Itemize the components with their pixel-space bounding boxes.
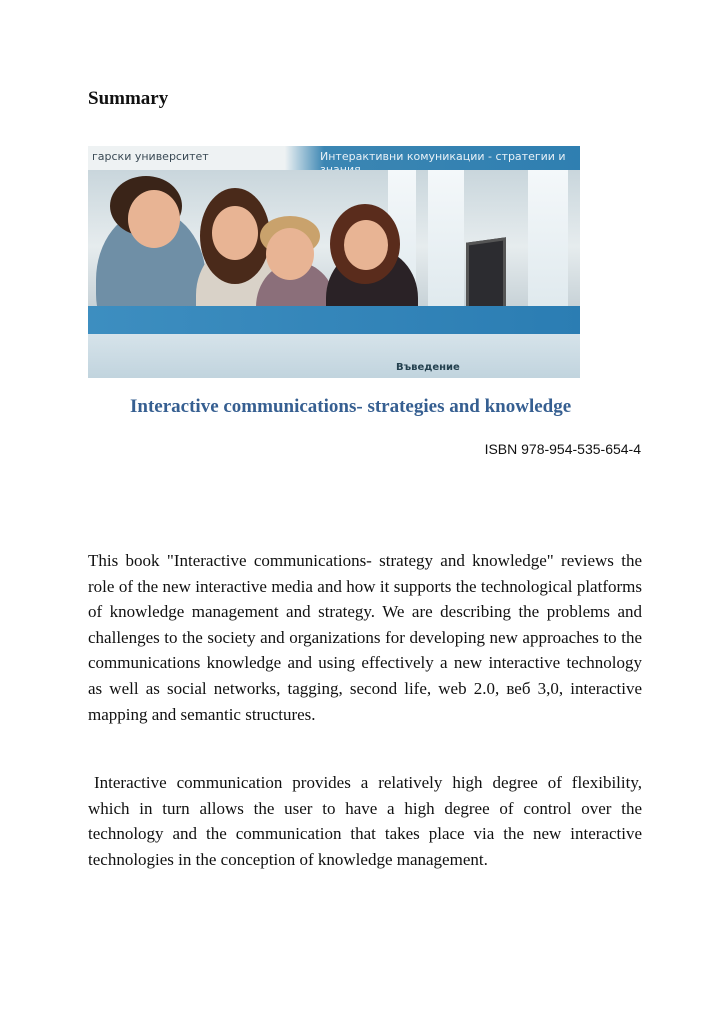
person-face [128,190,180,248]
cover-banner [88,146,580,170]
page-heading: Summary [88,88,169,109]
person-face [212,206,258,260]
isbn-number: ISBN 978-954-535-654-4 [484,441,641,457]
person-face [344,220,388,270]
cover-introduction-text: Въведение [396,362,460,373]
person-face [266,228,314,280]
summary-paragraph: This book "Interactive communications- strategy and knowledge" reviews the role of the new interactive media and how it supports the technological platforms of knowledge management and strategy. We are describing the problems and challenges to the society and organizations for developing new approaches to the communications knowledge and using effectively a new interactive technology as well as social networks, tagging, second life, web 2.0, веб 3,0, interactive mapping and semantic structures. [88,551,642,724]
cover-bottom-panel [88,334,580,378]
book-cover-image [88,146,580,378]
summary-paragraph: Interactive communication provides a relatively high degree of flexibility, which in turn allows the user to have a high degree of control over the technology and the communication that takes place via the new interactive technologies in the conception of knowledge management. [88,773,642,869]
cover-series-text: Интерактивни комуникации - стратегии и [320,150,566,163]
cover-university-text: гарски университет [92,150,209,163]
book-title: Interactive communications- strategies and knowledge [130,396,572,417]
cover-color-strip [88,306,580,334]
